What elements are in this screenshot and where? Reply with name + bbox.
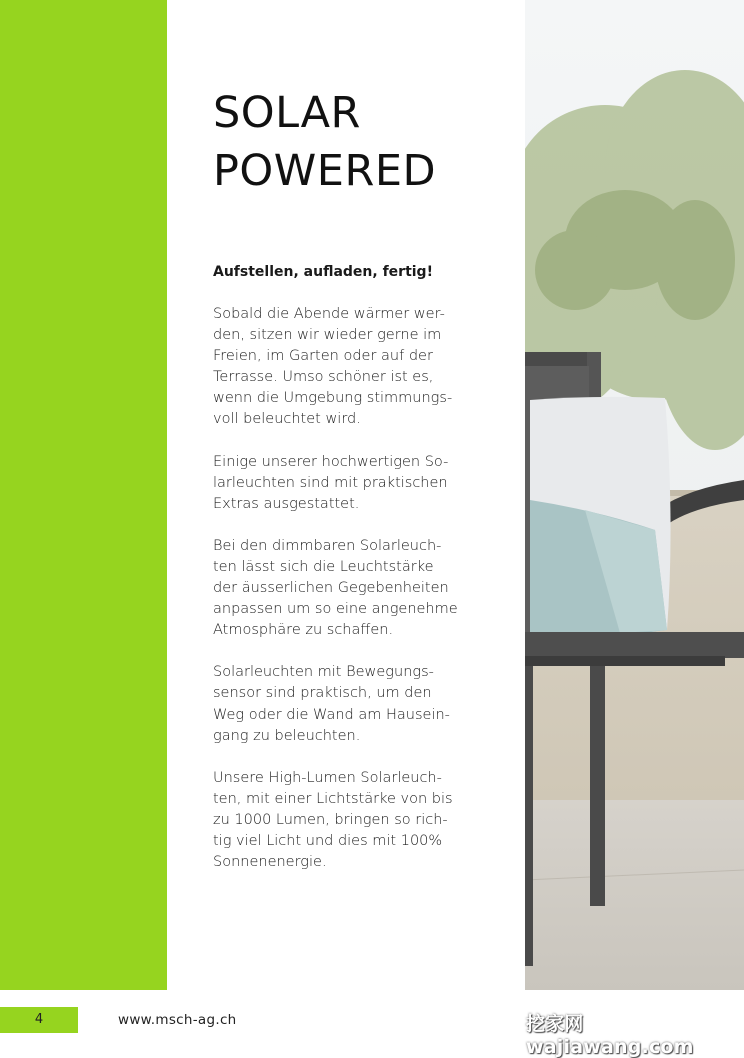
patio-chair-illustration — [525, 0, 744, 990]
paragraph: Einige unserer hochwertigen So- larleuchten sind mit praktischen Extras ausgestattet. — [213, 453, 449, 512]
watermark: 挖家网 wajiawang.com — [526, 1013, 694, 1058]
paragraph: Sobald die Abende wärmer wer- den, sitzen wir wieder gerne im Freien, im Garten oder auf der Terrasse. Umso schöner ist es, wenn die Umgebung stimmungs- voll beleuchtet wird. — [213, 306, 453, 428]
article-body — [213, 262, 488, 894]
paragraph: Bei den dimmbaren Solarleuch- ten lässt sich die Leuchtstärke der äusserlichen Gegebenheiten anpassen um so eine angenehme Atmosphäre zu schaffen. — [213, 537, 458, 639]
green-side-bar — [0, 0, 167, 990]
title-line-1: SOLAR — [213, 88, 361, 138]
website-link[interactable]: www.msch-ag.ch — [118, 1012, 237, 1028]
paragraph: Solarleuchten mit Bewegungs- sensor sind praktisch, um den Weg oder die Wand am Hausein- gang zu beleuchten. — [213, 664, 450, 744]
page-number: 4 — [0, 1007, 78, 1033]
patio-chair-photo — [525, 0, 744, 990]
paragraph: Unsere High-Lumen Solarleuch- ten, mit einer Lichtstärke von bis zu 1000 Lumen, bringen so rich- tig viel Licht und dies mit 100% Sonnenenergie. — [213, 769, 453, 871]
subheading: Aufstellen, aufladen, fertig! — [213, 264, 433, 280]
page-title — [213, 84, 436, 200]
title-line-2: POWERED — [213, 146, 437, 196]
